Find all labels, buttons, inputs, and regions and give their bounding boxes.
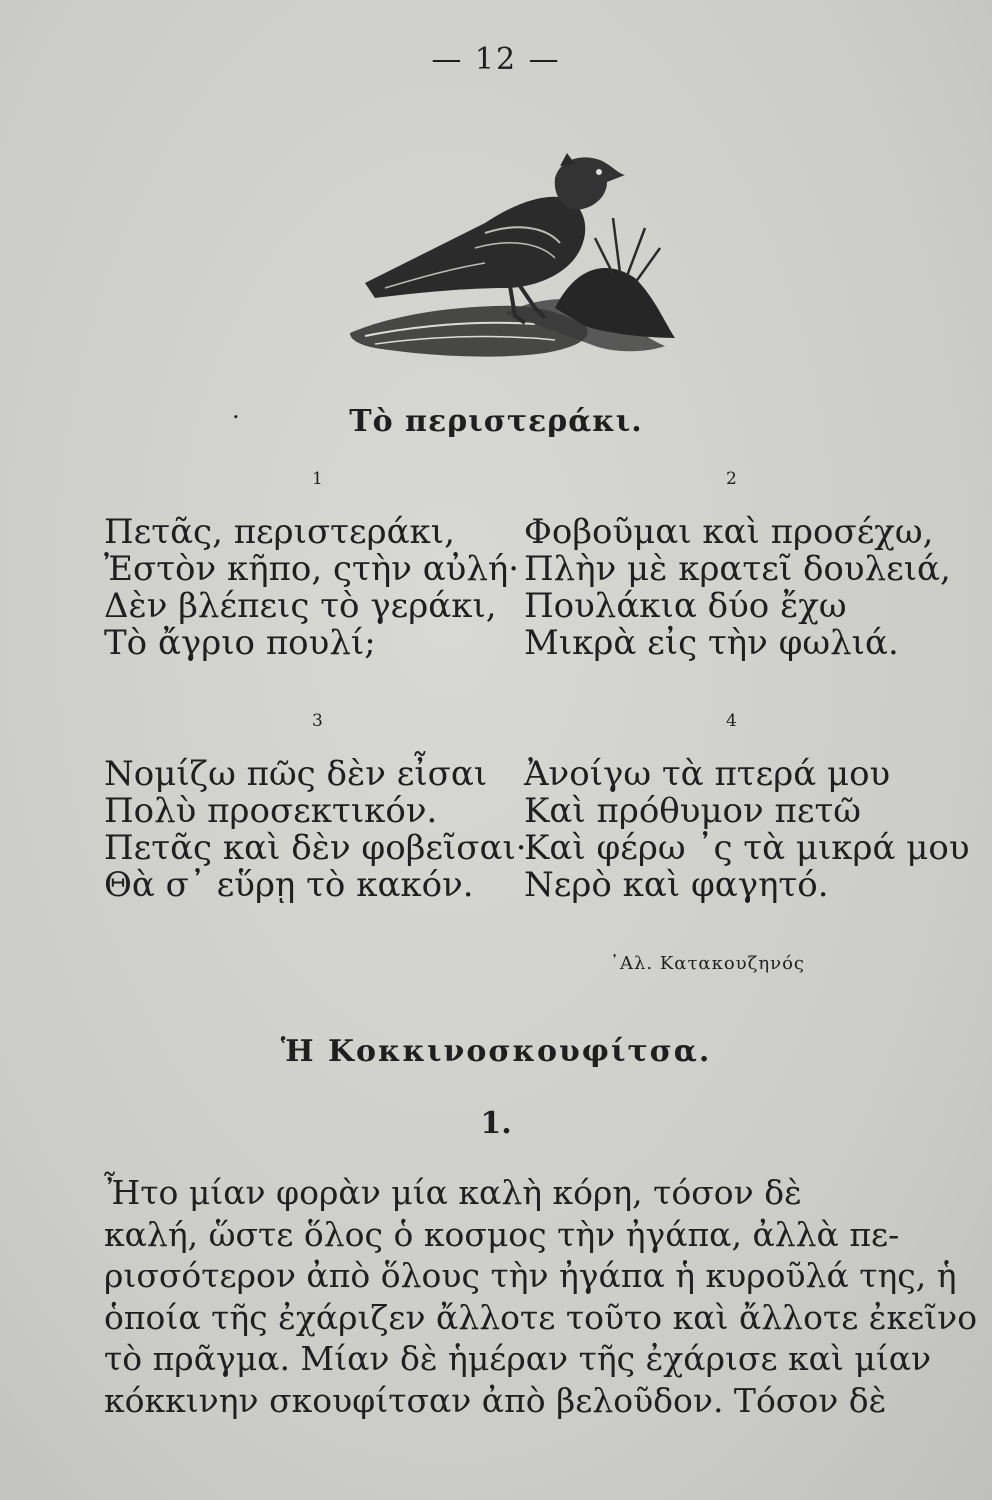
- stanza-number: 1: [312, 469, 323, 489]
- verse-line: Πετᾶς, περιστεράκι,: [104, 512, 455, 552]
- stanza-2: [524, 514, 951, 662]
- verse-line: Πλὴν μὲ κρατεῖ δουλειά,: [524, 549, 951, 589]
- verse-line: Φοβοῦμαι καὶ προσέχω,: [524, 512, 934, 552]
- prose-line: καλή, ὥστε ὅλος ὁ κοσμος τὴν ἠγάπα, ἀλλὰ πε-: [104, 1214, 900, 1254]
- story-text: [104, 1172, 978, 1421]
- verse-line: Πολὺ προσεκτικόν.: [104, 791, 438, 831]
- verse-line: Ἐστὸν κῆπο, ςτὴν αὐλή·: [104, 549, 520, 589]
- prose-line: ρισσότερον ἀπὸ ὅλους τὴν ἠγάπα ἡ κυροῦλά της, ἡ: [104, 1256, 957, 1295]
- verse-line: Πετᾶς καὶ δὲν φοβεῖσαι·: [104, 828, 527, 868]
- verse-line: Δὲν βλέπεις τὸ γεράκι,: [104, 586, 497, 626]
- prose-line: τὸ πρᾶγμα. Μίαν δὲ ἡμέραν τῆς ἐχάρισε καὶ μίαν: [104, 1339, 932, 1378]
- story-title: Ἡ Κοκκινοσκουφίτσα.: [280, 1034, 712, 1069]
- prose-line: Ἦτο μίαν φορὰν μία καλὴ κόρη, τόσον δὲ: [104, 1173, 802, 1212]
- stanza-number: 4: [726, 711, 737, 731]
- verse-line: Τὸ ἄγριο πουλί;: [104, 623, 376, 663]
- ink-dot: .: [232, 396, 240, 424]
- verse-line: Νομίζω πῶς δὲν εἶσαι: [104, 754, 488, 794]
- verse-line: Πουλάκια δύο ἔχω: [524, 586, 847, 626]
- verse-line: Ἀνοίγω τὰ πτερά μου: [524, 754, 891, 794]
- section-number: 1.: [480, 1106, 512, 1141]
- stanza-4: [524, 756, 970, 904]
- verse-line: Καὶ φέρω ᾽ς τὰ μικρά μου: [524, 828, 970, 868]
- verse-line: Μικρὰ εἰς τὴν φωλιά.: [524, 623, 899, 663]
- stanza-number: 2: [726, 469, 737, 489]
- verse-line: Νερὸ καὶ φαγητό.: [524, 865, 829, 905]
- stanza-3: [104, 756, 527, 904]
- bird-illustration: [345, 148, 695, 368]
- page-number: — 12 —: [431, 42, 561, 77]
- verse-line: Καὶ πρόθυμον πετῶ: [524, 791, 861, 831]
- stanza-1: [104, 514, 519, 662]
- stanza-number: 3: [312, 711, 323, 731]
- poem-title: Τὸ περιστεράκι.: [349, 404, 643, 439]
- poem-author: ᾿Αλ. Κατακουζηνός: [610, 953, 805, 974]
- prose-line: ὁποία τῆς ἐχάριζεν ἄλλοτε τοῦτο καὶ ἄλλοτε ἐκεῖνο: [104, 1297, 978, 1337]
- prose-line: κόκκινην σκουφίτσαν ἀπὸ βελοῦδον. Τόσον δὲ: [104, 1380, 887, 1420]
- verse-line: Θὰ σ᾽ εὕρῃ τὸ κακόν.: [104, 865, 474, 905]
